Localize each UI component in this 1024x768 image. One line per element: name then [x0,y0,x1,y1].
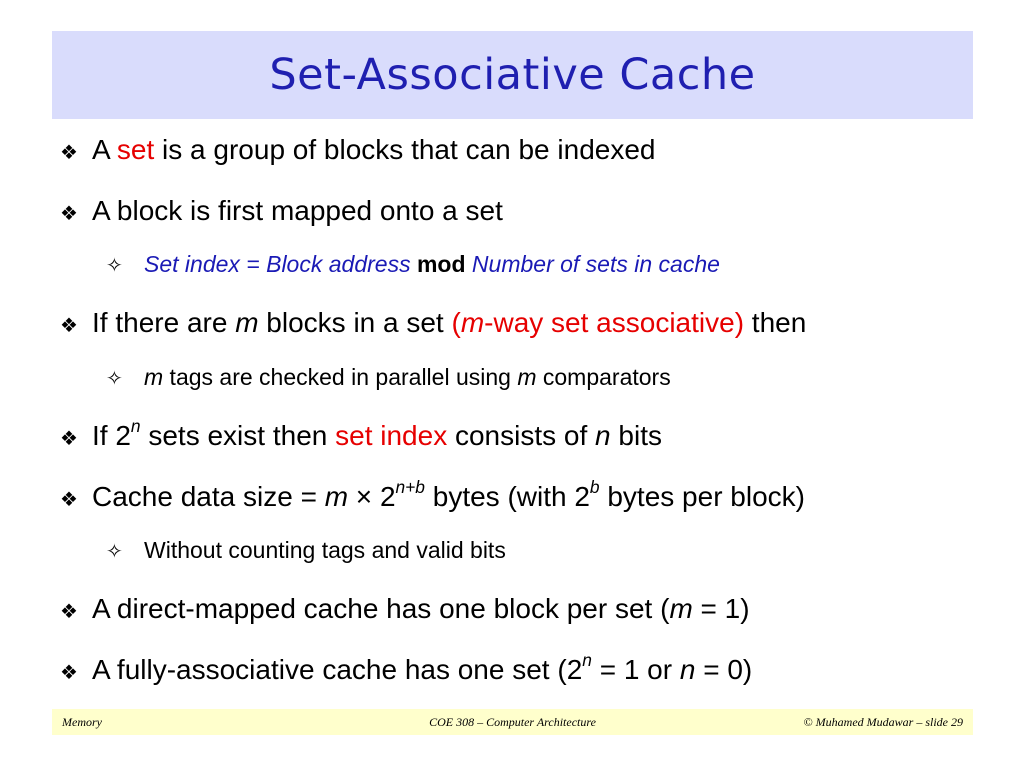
bullet-text: A direct-mapped cache has one block per set (m = 1) [92,593,750,624]
term-m-way-set-associative: -way set associative) [484,307,745,338]
star-bullet-icon: ✧ [106,541,123,563]
mod-operator: mod [416,251,466,277]
diamond-bullet-icon: ❖ [60,662,78,684]
diamond-bullet-icon: ❖ [60,203,78,225]
bullet-text: If there are m blocks in a set (m-way set associative) then [92,307,807,338]
slide-footer [52,709,973,735]
bullet-set-index-bits [60,416,662,452]
star-bullet-icon: ✧ [106,368,123,390]
bullet-text: A block is first mapped onto a set [92,195,503,226]
bullet-text: A fully-associative cache has one set ($2^n = 1$ or n = 0) [92,650,753,685]
sub-bullet-without-tags [106,537,506,564]
bullet-direct-mapped [60,593,750,625]
bullet-m-way [60,307,806,339]
bullet-set-definition [60,134,656,166]
term-set-index: set index [335,420,448,451]
slide-title: Set-Associative Cache [269,50,756,100]
diamond-bullet-icon: ❖ [60,428,78,450]
bullet-text: A set is a group of blocks that can be indexed [92,134,656,165]
diamond-bullet-icon: ❖ [60,601,78,623]
sub-bullet-text: Without counting tags and valid bits [144,537,506,563]
bullet-text: If 2$^n$ sets exist then set index consists of n bits [92,416,662,451]
footer-course: COE 308 – Computer Architecture [429,715,596,729]
bullet-cache-data-size [60,477,805,513]
sub-bullet-text: m tags are checked in parallel using m comparators [144,364,671,390]
term-set: set [116,134,155,165]
sub-bullet-set-index-formula [106,251,720,278]
diamond-bullet-icon: ❖ [60,315,78,337]
star-bullet-icon: ✧ [106,255,123,277]
diamond-bullet-icon: ❖ [60,489,78,511]
footer-slide-number: © Muhamed Mudawar – slide 29 [803,715,963,729]
diamond-bullet-icon: ❖ [60,142,78,164]
bullet-fully-associative [60,650,753,686]
sub-bullet-parallel-tags [106,364,671,391]
footer-topic: Memory [62,715,102,729]
sub-bullet-text: Set index = Block address mod Number of sets in cache [144,251,720,277]
bullet-block-mapping [60,195,503,227]
bullet-text: Cache data size = $m \times 2^{n+b}$ bytes (with 2$^b$ bytes per block) [92,477,805,512]
